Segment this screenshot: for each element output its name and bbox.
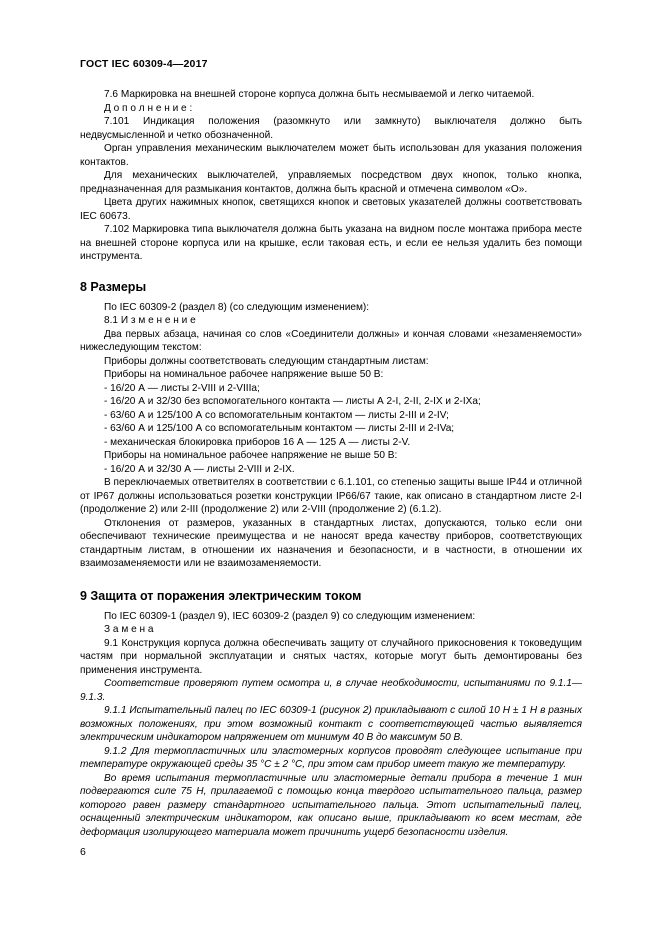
change-label: 8.1 И з м е н е н и е [104,315,196,326]
paragraph-compliance: Соответствие проверяют путем осмотра и, в случае необходимости, испытаниями по 9.1.1—9.1.3. [80,678,582,703]
paragraph: По IEC 60309-1 (раздел 9), IEC 60309-2 (раздел 9) со следующим изменением: [104,610,476,622]
paragraph: По IEC 60309-2 (раздел 8) (со следующим изменением): [104,301,370,313]
replacement-label: З а м е н а [104,624,154,635]
paragraph: Отклонения от размеров, указанных в стандартных листах, допускаются, только если они обеспечивают технические преимущества и не наносят вреда качеству приборов, соответствующих стандартным листам, в отношении их назначения и безопасности, и в частности, в отношении их взаимозаменяемости или не взаимозаменяемости. [80,517,582,569]
paragraph: Приборы на номинальное рабочее напряжение не выше 50 В: [104,450,398,461]
list-item: - 16/20 А и 32/30 А — листы 2-VIII и 2-IX. [104,463,295,475]
paragraph-9-1-1: 9.1.1 Испытательный палец по IEC 60309-1 (рисунок 2) прикладывают с силой 10 Н ± 1 Н в разных возможных положениях, при этом возможный контакт с соответствующей частью выявляется электрическим индикатором напряжением от минимум 40 В до максимум 50 В. [80,705,582,743]
page-number: 6 [80,846,86,858]
paragraph: Два первых абзаца, начиная со слов «Соединители должны» и кончая словами «незаменяемости» нижеследующим текстом: [80,328,582,353]
paragraph: Приборы на номинальное рабочее напряжение выше 50 В: [104,369,384,380]
paragraph: Во время испытания термопластичные или эластомерные детали прибора в течение 1 мин подвергаются силе 75 Н, прилагаемой с помощью конца твердого испытательного пальца, размер которого равен размеру стандартного испытательного пальца. Этот испытательный палец, оснащенный электрическим индикатором, как описано выше, прикладывают ко всем местам, где деформация изолирующего материала может причинить ущерб безопасности изделия. [80,772,582,838]
list-item: - 63/60 А и 125/100 А со вспомогательным контактом — листы 2-III и 2-IV; [104,409,449,421]
paragraph-7-101: 7.101 Индикация положения (разомкнуто или замкнуто) выключателя должно быть недвусмысленной и четко обозначенной. [80,116,582,141]
section-9-heading: 9 Защита от поражения электрическим током [80,588,362,603]
paragraph: Цвета других нажимных кнопок, светящихся кнопок и световых указателей должны соответствовать IEC 60673. [80,197,582,222]
section-9 [80,610,582,840]
section-7-continuation [80,88,582,264]
paragraph: Приборы должны соответствовать следующим стандартным листам: [104,355,429,367]
paragraph: Орган управления механическим выключателем может быть использован для указания положения контактов. [80,143,582,168]
section-8-heading: 8 Размеры [80,279,147,294]
paragraph: Для механических выключателей, управляемых посредством двух кнопок, только кнопка, предназначенная для размыкания контактов, должна быть красной и отмечена символом «О». [80,170,582,195]
list-item: - механическая блокировка приборов 16 А — 125 А — листы 2-V. [104,436,411,448]
list-item: - 16/20 А — листы 2-VIII и 2-VIIIa; [104,382,260,394]
section-8 [80,301,582,571]
paragraph: В переключаемых ответвителях в соответствии с 6.1.101, со степенью защиты выше IP44 и отличной от IP67 должны использоваться розетки конструкции IP66/67 такие, как описано в стандартном листе 2-I (продолжение 2) или 2-III (продолжение 2) или 2-VIII (продолжение 2) (6.1.2). [80,477,582,515]
page-content [80,88,582,839]
list-item: - 16/20 А и 32/30 без вспомогательного контакта — листы А 2-I, 2-II, 2-IX и 2-IXa; [104,396,481,407]
page-header: ГОСТ IEC 60309-4—2017 [80,58,208,70]
paragraph-7-6: 7.6 Маркировка на внешней стороне корпуса должна быть несмываемой и легко читаемой. [104,89,535,100]
addition-label: Д о п о л н е н и е : [104,102,193,114]
list-item: - 63/60 А и 125/100 А со вспомогательным контактом — листы 2-III и 2-IVa; [104,423,455,434]
paragraph-9-1: 9.1 Конструкция корпуса должна обеспечивать защиту от случайного прикосновения к токоведущим частям при нормальной эксплуатации и снятых частях, которые могут быть демонтированы без применения инструмента. [80,637,582,676]
paragraph-7-102: 7.102 Маркировка типа выключателя должна быть указана на видном после монтажа прибора месте на внешней стороне корпуса или на крышке, если таковая есть, и если ее нельзя удалить без помощи инструмента. [80,224,582,262]
paragraph-9-1-2: 9.1.2 Для термопластичных или эластомерных корпусов проводят следующее испытание при температуре окружающей среды 35 °С ± 2 °С, при этом сам прибор имеет такую же температуру. [80,745,582,770]
